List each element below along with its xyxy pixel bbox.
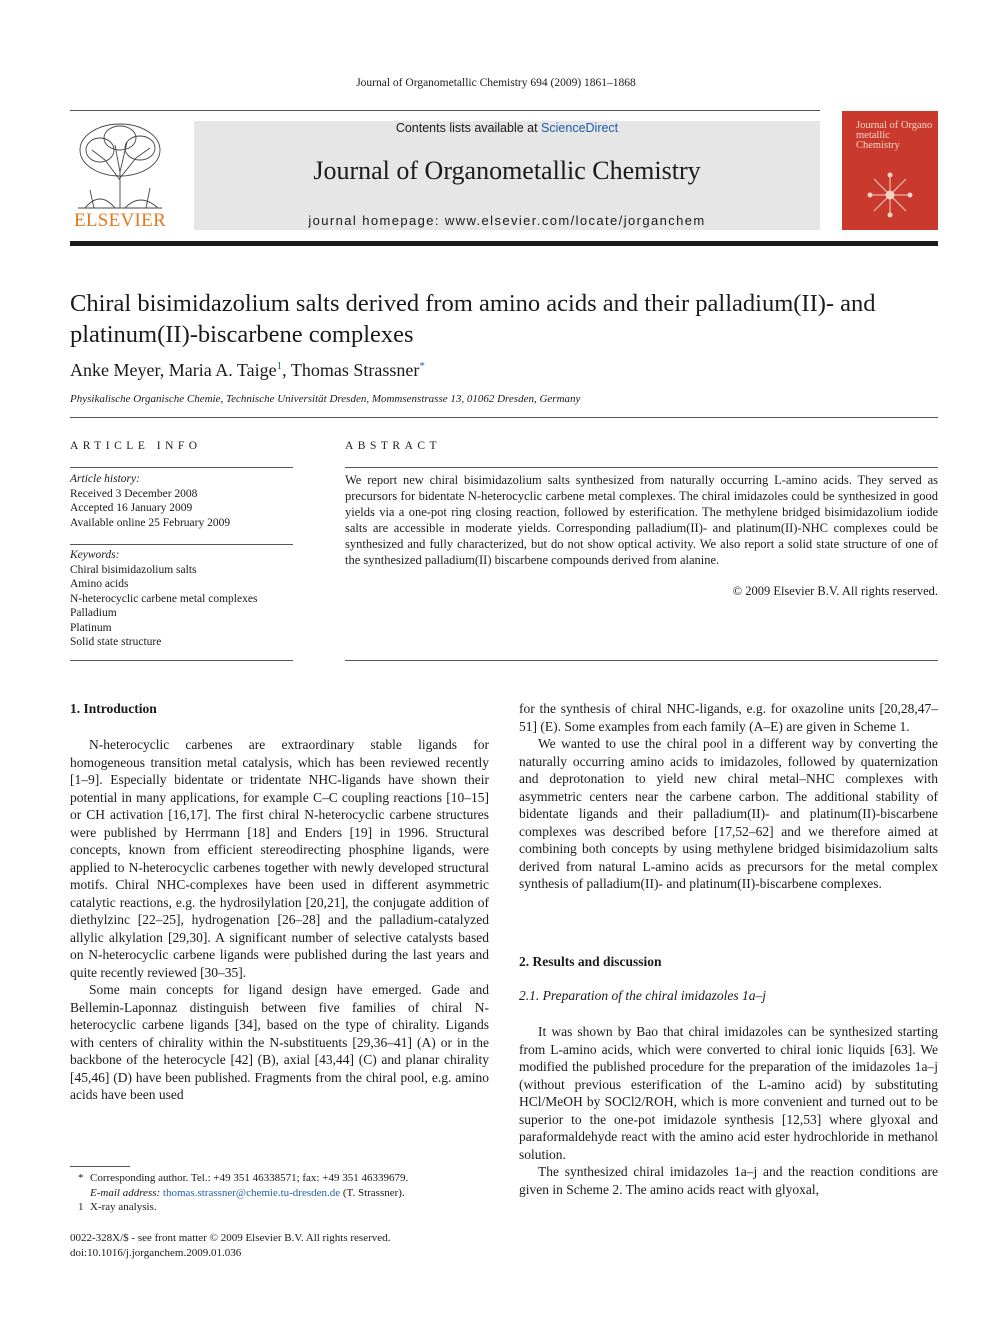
cover-molecule-graphic xyxy=(862,169,918,221)
contents-line xyxy=(194,121,820,135)
article-info-rule xyxy=(70,544,293,545)
homepage-line xyxy=(194,213,820,228)
results-column-text xyxy=(519,1023,938,1198)
footnote-text: X-ray analysis. xyxy=(90,1201,157,1213)
journal-cover xyxy=(842,111,938,230)
footnote-mark: 1 xyxy=(78,1201,84,1213)
keyword: Solid state structure xyxy=(70,636,162,648)
article-info-heading: ARTICLE INFO xyxy=(70,440,202,452)
intro-paragraph: We wanted to use the chiral pool in a different way by converting the naturally occurring amino acids to imidazoles, followed by quaternization and deprotonation to yield new chiral metal–NHC complexes with asymmetric centers near the carbene carbon. The additional stability of bidentate ligands and their palladium(II)- and platinum(II)-biscarbene complexes was described before [17,52–62] and we therefore aimed at combining both concepts by using methylene bridged bisimidazolium salts derived from natural L-amino acids as precursors for the metal complex synthesis of palladium(II)- and platinum(II)-biscarbene complexes. xyxy=(519,736,938,891)
affiliation-rule xyxy=(70,417,938,418)
footnote-xray xyxy=(70,1200,490,1215)
history-online: Available online 25 February 2009 xyxy=(70,516,231,529)
article-title: Chiral bisimidazolium salts derived from amino acids and their palladium(II)- and platinum(II)-biscarbene complexes xyxy=(70,290,876,348)
history-accepted: Accepted 16 January 2009 xyxy=(70,502,193,514)
intro-paragraph: Some main concepts for ligand design have emerged. Gade and Bellemin-Laponnaz distinguish between five families of chiral N-heterocyclic carbene ligands [34], based on the type of chirality. Ligands with centers of chirality within the N-substituents [29,36–41] (A) or in the backbone of the heterocycle [42] (B), axial [43,44] (C) and planar chirality [45,46] (D) have been published. Fragments from the chiral pool, e.g. amino acids have been used xyxy=(70,982,489,1102)
keyword: Palladium xyxy=(70,607,117,619)
keyword: N-heterocyclic carbene metal complexes xyxy=(70,592,258,605)
corresponding-author-mark[interactable]: * xyxy=(419,360,425,372)
keywords-label: Keywords: xyxy=(70,549,120,561)
history-label: Article history: xyxy=(70,473,140,485)
section-heading-results: 2. Results and discussion xyxy=(519,954,662,969)
journal-reference: Journal of Organometallic Chemistry 694 (2009) 1861–1868 xyxy=(356,77,636,89)
cover-title: Journal of Organo metallic Chemistry xyxy=(856,120,933,151)
email-link[interactable]: thomas.strassner@chemie.tu-dresden.de xyxy=(162,1186,341,1199)
keyword: Chiral bisimidazolium salts xyxy=(70,563,197,576)
article-history xyxy=(70,472,293,530)
footnotes xyxy=(70,1171,490,1215)
doi-line: doi:10.1016/j.jorganchem.2009.01.036 xyxy=(70,1246,242,1259)
header-thick-rule xyxy=(70,241,938,246)
homepage-url[interactable]: www.elsevier.com/locate/jorganchem xyxy=(444,213,706,228)
homepage-prefix: journal homepage: xyxy=(308,213,445,228)
footnote-rule xyxy=(70,1166,130,1167)
keywords xyxy=(70,548,293,650)
author-footnote-mark[interactable]: 1 xyxy=(276,360,283,372)
footnote-email xyxy=(70,1186,490,1201)
subsection-heading: 2.1. Preparation of the chiral imidazoles 1a–j xyxy=(519,988,766,1003)
author-list: Anke Meyer, Maria A. Taige$^1$, Thomas Strassner* xyxy=(70,360,425,380)
email-suffix: (T. Strassner). xyxy=(340,1186,405,1199)
footnote-mark: * xyxy=(78,1172,84,1184)
results-paragraph: It was shown by Bao that chiral imidazoles can be synthesized starting from L-amino acids, which were converted to chiral ionic liquids [63]. We modified the published procedure for the preparation of the imidazoles 1a–j (without previous esterification of the L-amino acid) by substituting HCl/MeOH by SOCl2/ROH, which is more convenient and turned out to be superior to the one-pot imidazole synthesis [12,53] where glyoxal and paraformaldehyde react with the amino acid ester hydrochloride in methanol solution. xyxy=(519,1024,938,1162)
author-name: Maria A. Taige xyxy=(168,360,277,380)
abstract-rule xyxy=(345,467,938,468)
elsevier-wordmark: ELSEVIER xyxy=(73,210,167,231)
keyword: Platinum xyxy=(70,621,112,634)
footnote-text: Corresponding author. Tel.: +49 351 46338571; fax: +49 351 46339679. xyxy=(90,1172,409,1184)
results-paragraph: The synthesized chiral imidazoles 1a–j and the reaction conditions are given in Scheme 2. The amino acids react with glyoxal, xyxy=(519,1164,938,1197)
footnote-corresponding xyxy=(70,1171,490,1186)
section-heading-introduction: 1. Introduction xyxy=(70,701,157,716)
keyword: Amino acids xyxy=(70,578,129,590)
author-name: Thomas Strassner xyxy=(290,360,420,380)
abstract-text: We report new chiral bisimidazolium salts synthesized from naturally occurring L-amino acids. They served as precursors for bidentate N-heterocyclic carbene metal complexes. The chiral imidazoles could be synthesized in good yields via a one-pot ring closing reaction, followed by esterification. The methylene bridged bisimidazolium iodide salts are accessible in moderate yields. Corresponding palladium(II)- and platinum(II)-NHC complexes could be synthesized and fully characterized, but do not show optical activity. We also report a solid state structure of one of the synthesized palladium(II) biscarbene compounds derived from alanine. xyxy=(345,473,938,567)
issn-line: 0022-328X/$ - see front matter © 2009 Elsevier B.V. All rights reserved. xyxy=(70,1232,391,1244)
abstract-copyright: © 2009 Elsevier B.V. All rights reserved. xyxy=(732,584,938,598)
affiliation: Physikalische Organische Chemie, Technische Universität Dresden, Mommsenstrasse 13, 01062 Dresden, Germany xyxy=(70,393,581,405)
abstract-rule xyxy=(345,660,938,661)
email-label: E-mail address: xyxy=(90,1186,163,1199)
intro-paragraph: for the synthesis of chiral NHC-ligands, e.g. for oxazoline units [20,28,47–51] (E). Some examples from each family (A–E) are given in Scheme 1. xyxy=(519,701,938,734)
intro-paragraph: N-heterocyclic carbenes are extraordinary stable ligands for homogeneous transition metal catalysis, which has been reviewed recently [1–9]. Especially bidentate or tridentate NHC-ligands have shown their potential in many applications, for example C–C coupling reactions [10–15] or CH activation [16,17]. The first chiral N-heterocyclic carbene structures were published by Herrmann [18] and Enders [19] in 1996. Structural concepts, known from efficient stereodirecting phosphine ligands, were applied to N-heterocyclic carbenes together with newly developed structural motifs. Chiral NHC-complexes have been used in different asymmetric catalytic reactions, e.g. the hydrosilylation [20,21], the conjugate addition of diethylzinc [22–25], hydrogenation [26–28] and the palladium-catalyzed allylic alkylation [29,30]. A significant number of selective catalysts based on N-heterocyclic carbene ligands were published during the last years and quite recently reviewed [30–35]. xyxy=(70,737,489,980)
contents-prefix: Contents lists available at xyxy=(395,121,542,135)
front-matter-lines xyxy=(70,1231,390,1260)
history-received: Received 3 December 2008 xyxy=(70,487,198,500)
journal-title: Journal of Organometallic Chemistry xyxy=(313,156,701,185)
author-name: Anke Meyer xyxy=(70,360,160,380)
abstract-heading: ABSTRACT xyxy=(345,440,442,452)
header-top-rule xyxy=(70,110,820,111)
left-column-text xyxy=(70,736,489,1104)
sciencedirect-link[interactable]: ScienceDirect xyxy=(541,121,619,135)
right-column-text xyxy=(519,700,938,893)
article-info-rule xyxy=(70,660,293,661)
article-info-rule xyxy=(70,467,293,468)
